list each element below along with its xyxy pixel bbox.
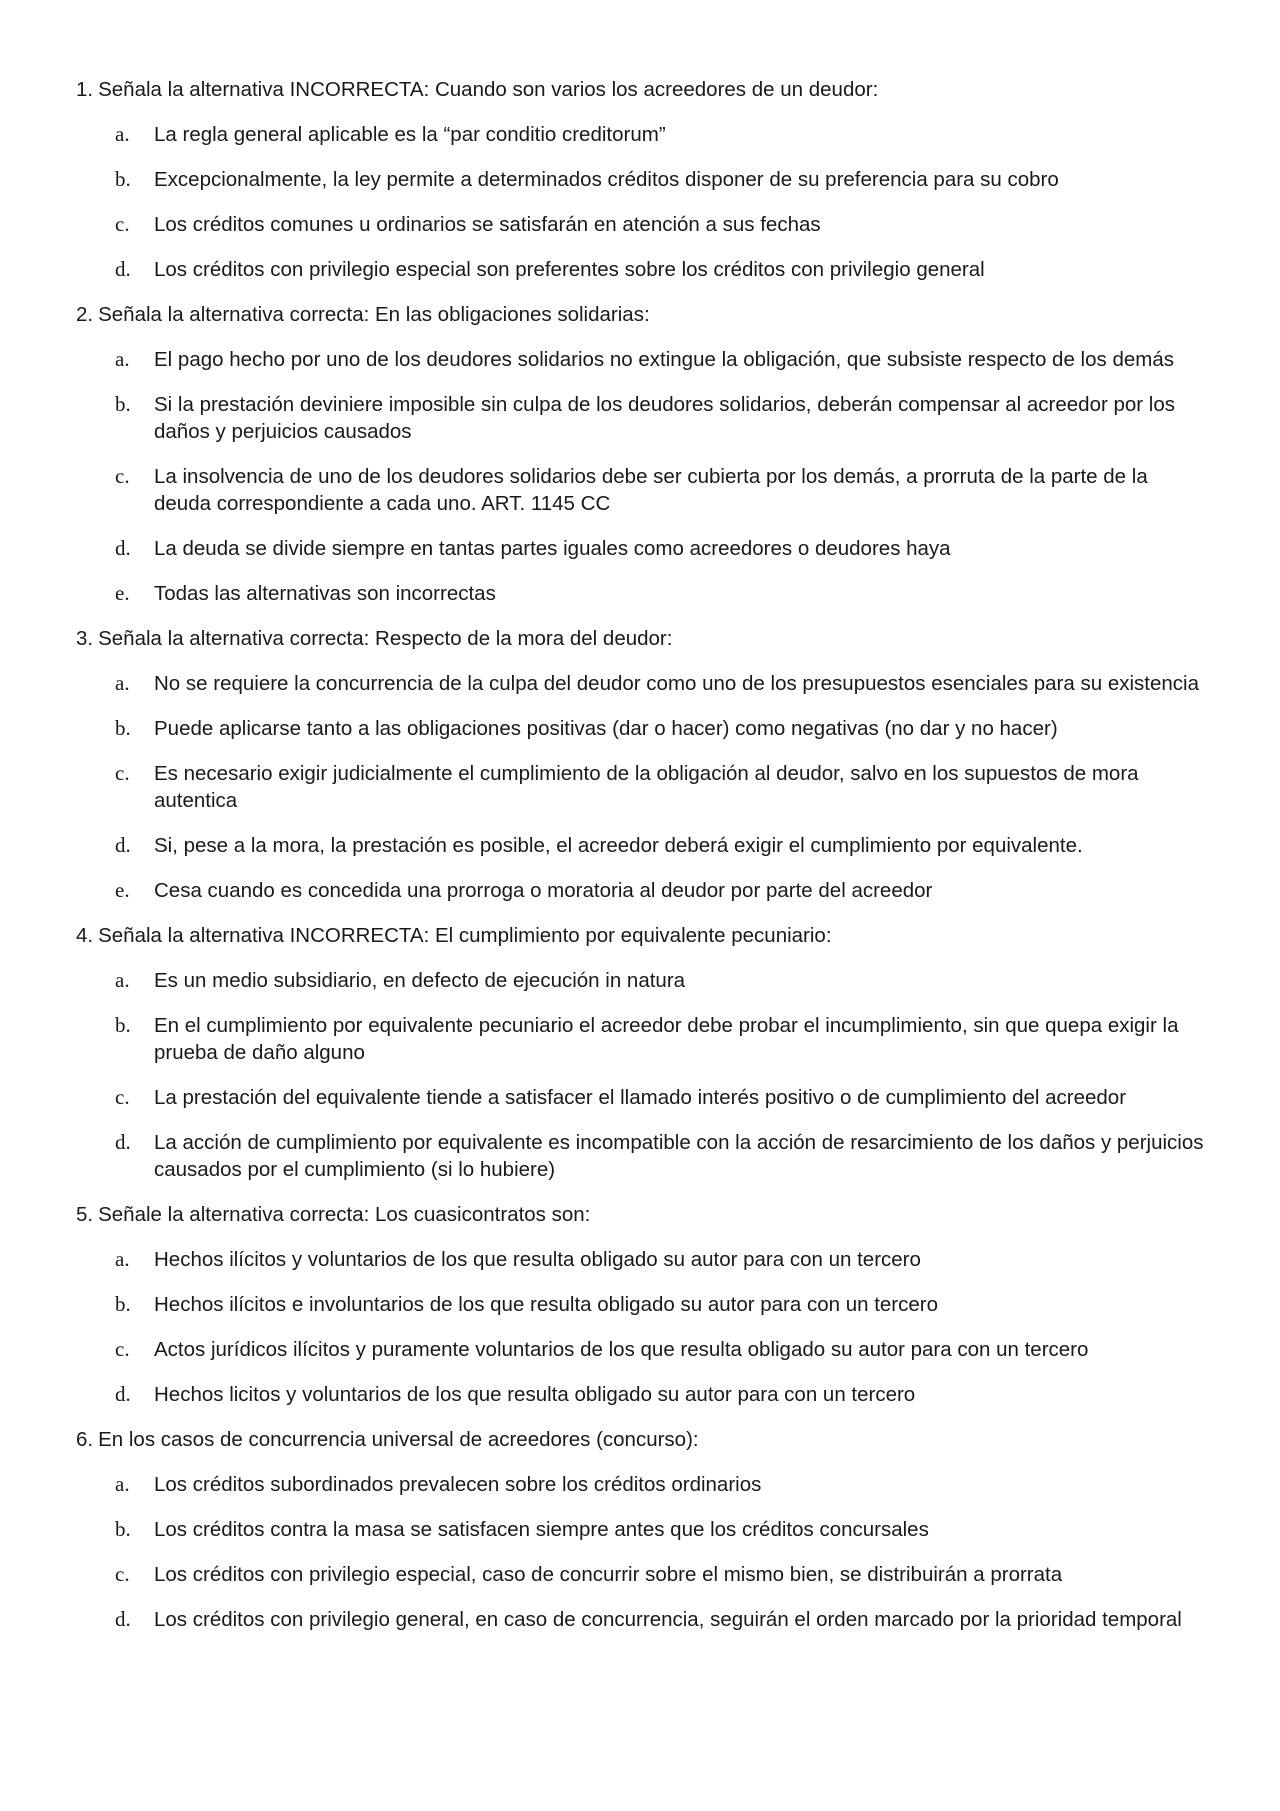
option-item xyxy=(76,1084,1220,1111)
option-letter: b. xyxy=(115,392,131,416)
question-text: Señala la alternativa correcta: Respecto de la mora del deudor: xyxy=(98,627,673,650)
question-number: 1. xyxy=(76,78,94,101)
question-text: Señale la alternativa correcta: Los cuasicontratos son: xyxy=(98,1203,591,1226)
question-number: 3. xyxy=(76,627,94,650)
option-item xyxy=(76,1012,1220,1066)
option-item xyxy=(76,346,1220,373)
option-letter: b. xyxy=(115,167,131,191)
option-list xyxy=(76,1471,1220,1633)
option-item xyxy=(76,391,1220,445)
option-letter: d. xyxy=(115,833,131,857)
option-text: Actos jurídicos ilícitos y puramente voluntarios de los que resulta obligado su autor para con un tercero xyxy=(154,1338,1089,1361)
option-text: La insolvencia de uno de los deudores solidarios debe ser cubierta por los demás, a prorruta de la parte de la deuda correspondiente a cada uno. ART. 1145 CC xyxy=(154,465,1148,515)
option-item xyxy=(76,580,1220,607)
option-item xyxy=(76,1336,1220,1363)
option-letter: e. xyxy=(115,581,130,605)
option-item xyxy=(76,1246,1220,1273)
question-1 xyxy=(76,76,1220,283)
question-number: 2. xyxy=(76,303,94,326)
option-text: Los créditos comunes u ordinarios se satisfarán en atención a sus fechas xyxy=(154,213,821,236)
option-item xyxy=(76,1129,1220,1183)
option-item xyxy=(76,715,1220,742)
option-text: La regla general aplicable es la “par conditio creditorum” xyxy=(154,123,666,146)
option-text: Los créditos con privilegio especial son preferentes sobre los créditos con privilegio general xyxy=(154,258,985,281)
option-list xyxy=(76,121,1220,283)
option-text: Los créditos con privilegio general, en caso de concurrencia, seguirán el orden marcado por la prioridad temporal xyxy=(154,1608,1182,1631)
option-letter: a. xyxy=(115,347,130,371)
option-item xyxy=(76,760,1220,814)
question-heading xyxy=(76,1426,1220,1453)
option-item xyxy=(76,166,1220,193)
option-item xyxy=(76,1516,1220,1543)
option-letter: b. xyxy=(115,1013,131,1037)
question-number: 6. xyxy=(76,1428,94,1451)
option-text: Hechos ilícitos e involuntarios de los que resulta obligado su autor para con un tercero xyxy=(154,1293,939,1316)
question-text: En los casos de concurrencia universal de acreedores (concurso): xyxy=(98,1428,699,1451)
option-letter: c. xyxy=(115,1562,130,1586)
option-text: Hechos licitos y voluntarios de los que resulta obligado su autor para con un tercero xyxy=(154,1383,916,1406)
question-5 xyxy=(76,1201,1220,1408)
option-letter: d. xyxy=(115,1130,131,1154)
option-text: Puede aplicarse tanto a las obligaciones positivas (dar o hacer) como negativas (no dar y no hacer) xyxy=(154,717,1058,740)
question-heading xyxy=(76,922,1220,949)
option-letter: d. xyxy=(115,536,131,560)
option-text: En el cumplimiento por equivalente pecuniario el acreedor debe probar el incumplimiento, sin que quepa exigir la prueba de daño alguno xyxy=(154,1014,1179,1064)
option-letter: b. xyxy=(115,1517,131,1541)
option-item xyxy=(76,463,1220,517)
option-list xyxy=(76,346,1220,607)
option-text: Si la prestación deviniere imposible sin culpa de los deudores solidarios, deberán compensar al acreedor por los daños y perjuicios causados xyxy=(154,393,1176,443)
option-item xyxy=(76,967,1220,994)
option-list xyxy=(76,967,1220,1183)
option-letter: a. xyxy=(115,122,130,146)
option-item xyxy=(76,121,1220,148)
option-letter: c. xyxy=(115,464,130,488)
option-text: No se requiere la concurrencia de la culpa del deudor como uno de los presupuestos esenciales para su existencia xyxy=(154,672,1199,695)
option-text: Cesa cuando es concedida una prorroga o moratoria al deudor por parte del acreedor xyxy=(154,879,933,902)
option-item xyxy=(76,1471,1220,1498)
option-text: La acción de cumplimiento por equivalente es incompatible con la acción de resarcimiento de los daños y perjuicios causados por el cumplimiento (si lo hubiere) xyxy=(154,1131,1204,1181)
option-letter: c. xyxy=(115,761,130,785)
option-text: Los créditos subordinados prevalecen sobre los créditos ordinarios xyxy=(154,1473,762,1496)
option-letter: d. xyxy=(115,1607,131,1631)
question-number: 5. xyxy=(76,1203,94,1226)
option-item xyxy=(76,1561,1220,1588)
option-text: El pago hecho por uno de los deudores solidarios no extingue la obligación, que subsiste respecto de los demás xyxy=(154,348,1174,371)
option-item xyxy=(76,832,1220,859)
question-heading xyxy=(76,625,1220,652)
option-item xyxy=(76,1381,1220,1408)
question-number: 4. xyxy=(76,924,94,947)
question-text: Señala la alternativa INCORRECTA: Cuando son varios los acreedores de un deudor: xyxy=(98,78,879,101)
option-text: Los créditos con privilegio especial, caso de concurrir sobre el mismo bien, se distribuirán a prorrata xyxy=(154,1563,1063,1586)
option-letter: a. xyxy=(115,968,130,992)
question-text: Señala la alternativa INCORRECTA: El cumplimiento por equivalente pecuniario: xyxy=(98,924,832,947)
option-letter: c. xyxy=(115,212,130,236)
option-list xyxy=(76,670,1220,904)
question-6 xyxy=(76,1426,1220,1633)
option-text: La prestación del equivalente tiende a satisfacer el llamado interés positivo o de cumplimiento del acreedor xyxy=(154,1086,1127,1109)
question-text: Señala la alternativa correcta: En las obligaciones solidarias: xyxy=(98,303,650,326)
option-letter: d. xyxy=(115,1382,131,1406)
question-3 xyxy=(76,625,1220,904)
option-letter: b. xyxy=(115,1292,131,1316)
option-text: Los créditos contra la masa se satisfacen siempre antes que los créditos concursales xyxy=(154,1518,929,1541)
option-text: Todas las alternativas son incorrectas xyxy=(154,582,496,605)
question-4 xyxy=(76,922,1220,1183)
option-letter: c. xyxy=(115,1085,130,1109)
option-letter: b. xyxy=(115,716,131,740)
option-item xyxy=(76,670,1220,697)
option-letter: e. xyxy=(115,878,130,902)
option-letter: d. xyxy=(115,257,131,281)
question-heading xyxy=(76,301,1220,328)
option-letter: c. xyxy=(115,1337,130,1361)
option-text: Es un medio subsidiario, en defecto de ejecución in natura xyxy=(154,969,686,992)
option-letter: a. xyxy=(115,1472,130,1496)
question-heading xyxy=(76,76,1220,103)
option-text: La deuda se divide siempre en tantas partes iguales como acreedores o deudores haya xyxy=(154,537,951,560)
option-item xyxy=(76,877,1220,904)
option-text: Es necesario exigir judicialmente el cumplimiento de la obligación al deudor, salvo en los supuestos de mora autentica xyxy=(154,762,1139,812)
option-list xyxy=(76,1246,1220,1408)
option-text: Si, pese a la mora, la prestación es posible, el acreedor deberá exigir el cumplimiento por equivalente. xyxy=(154,834,1083,857)
option-item xyxy=(76,211,1220,238)
option-letter: a. xyxy=(115,671,130,695)
option-item xyxy=(76,1291,1220,1318)
option-text: Excepcionalmente, la ley permite a determinados créditos disponer de su preferencia para su cobro xyxy=(154,168,1059,191)
option-text: Hechos ilícitos y voluntarios de los que resulta obligado su autor para con un tercero xyxy=(154,1248,921,1271)
option-item xyxy=(76,1606,1220,1633)
question-heading xyxy=(76,1201,1220,1228)
option-item xyxy=(76,535,1220,562)
option-letter: a. xyxy=(115,1247,130,1271)
option-item xyxy=(76,256,1220,283)
question-2 xyxy=(76,301,1220,607)
